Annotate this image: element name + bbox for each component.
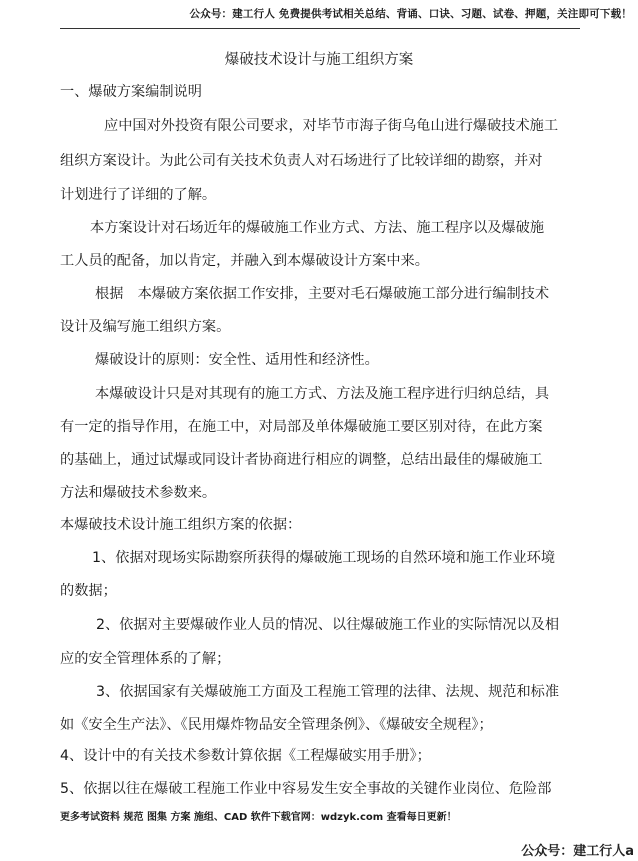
paragraph-line: 爆破设计的原则：安全性、适用性和经济性。 [95, 352, 379, 368]
list-item-line: 4、设计中的有关技术参数计算依据《工程爆破实用手册》； [60, 748, 431, 764]
list-item-line: 2、依据对主要爆破作业人员的情况、以往爆破施工作业的实际情况以及相 [96, 617, 560, 633]
header-note: 公众号：建工行人 免费提供考试相关总结、背诵、口诀、习题、试卷、押题，关注即可下载！ [189, 8, 632, 20]
paragraph-line: 组织方案设计。为此公司有关技术负责人对石场进行了比较详细的勘察，并对 [60, 153, 543, 169]
header-divider [60, 28, 580, 29]
paragraph-line: 计划进行了详细的了解。 [60, 187, 217, 203]
paragraph-line: 有一定的指导作用，在施工中，对局部及单体爆破施工要区别对待，在此方案 [60, 419, 543, 435]
list-item-line: 应的安全管理体系的了解； [60, 651, 231, 667]
paragraph-line: 根据 本爆破方案依据工作安排，主要对毛石爆破施工部分进行编制技术 [95, 286, 550, 302]
paragraph-line: 本爆破设计只是对其现有的施工方式、方法及施工程序进行归纳总结，具 [95, 386, 550, 402]
paragraph-line: 方法和爆破技术参数来。 [60, 485, 217, 501]
paragraph-line: 本爆破技术设计施工组织方案的依据： [60, 517, 302, 533]
list-item-line: 3、依据国家有关爆破施工方面及工程施工管理的法律、法规、规范和标准 [96, 684, 560, 700]
paragraph-line: 设计及编写施工组织方案。 [60, 319, 231, 335]
list-item-line: 1、依据对现场实际勘察所获得的爆破施工现场的自然环境和施工作业环境 [92, 550, 556, 566]
footer-link-note: 更多考试资料 规范 图集 方案 施组、CAD 软件下载官网：wdzyk.com 查看每日更新！ [60, 812, 457, 823]
paragraph-line: 本方案设计对石场近年的爆破施工作业方式、方法、施工程序以及爆破施 [90, 220, 545, 236]
list-item-line: 5、依据以往在爆破工程施工作业中容易发生安全事故的关键作业岗位、危险部 [60, 781, 552, 797]
paragraph-line: 的基础上，通过试爆或同设计者协商进行相应的调整，总结出最佳的爆破施工 [60, 452, 543, 468]
document-title: 爆破技术设计与施工组织方案 [224, 52, 414, 68]
paragraph-line: 应中国对外投资有限公司要求，对毕节市海子街乌龟山进行爆破技术施工 [104, 118, 559, 134]
section-heading: 一、爆破方案编制说明 [60, 84, 202, 100]
watermark-text: 公众号：建工行人a [521, 844, 634, 859]
list-item-line: 的数据； [60, 583, 117, 599]
paragraph-line: 工人员的配备，加以肯定，并融入到本爆破设计方案中来。 [60, 253, 429, 269]
list-item-line: 如《安全生产法》、《民用爆炸物品安全管理条例》、《爆破安全规程》； [60, 717, 493, 733]
